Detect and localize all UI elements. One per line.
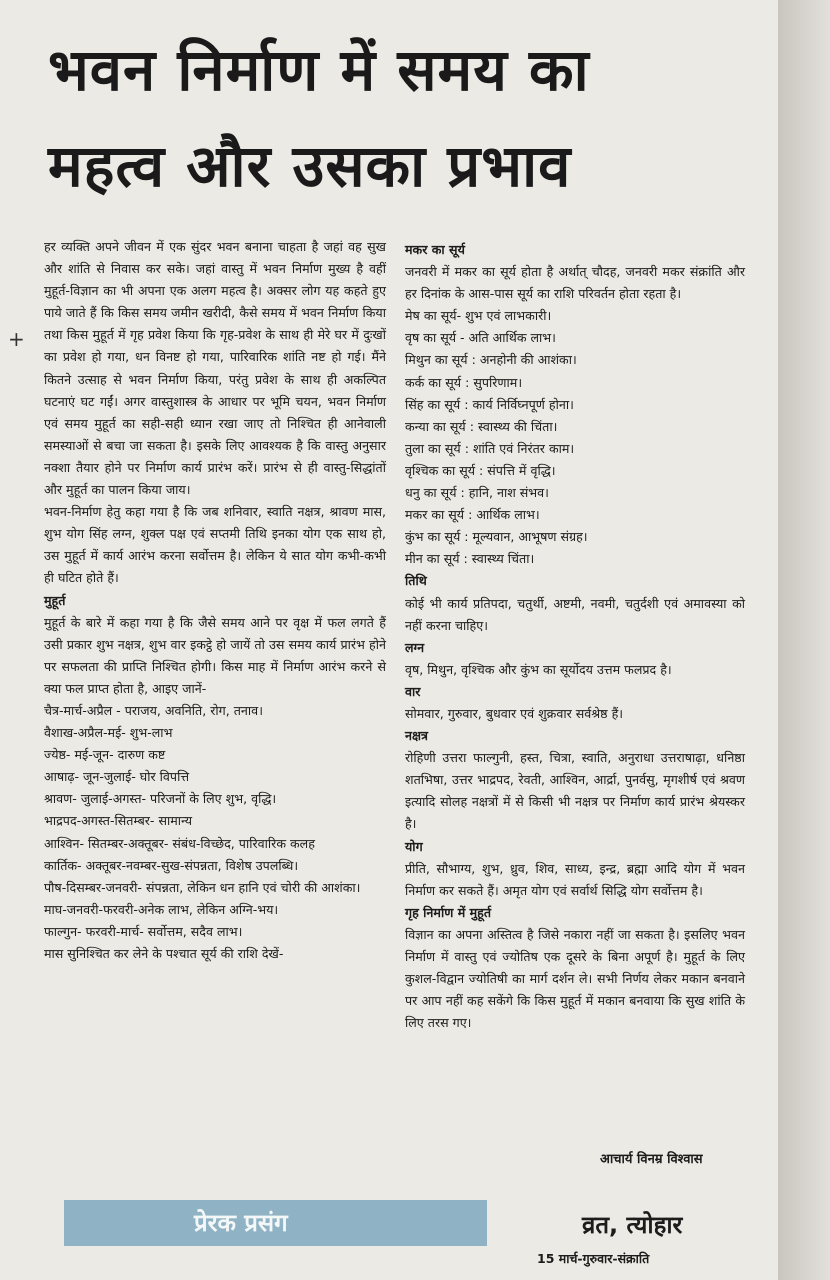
paragraph: प्रीति, सौभाग्य, शुभ, ध्रुव, शिव, साध्य, इन्द्र, ब्रह्मा आदि योग में भवन निर्माण कर सकते हैं। अमृत योग एवं सर्वार्थ सिद्धि योग सर्वोत्तम है। [405,860,745,898]
list-item: फाल्गुन- फरवरी-मार्च- सर्वोत्तम, सदैव लाभ। [44,923,243,939]
vrat-date-line: 15 मार्च-गुरुवार-संक्राति [537,1251,650,1266]
section-heading: योग [405,838,423,854]
list-item: चैत्र-मार्च-अप्रैल - पराजय, अवनिति, रोग, तनाव। [44,702,263,718]
list-item: तुला का सूर्य : शांति एवं निरंतर काम। [405,440,575,456]
list-item: धनु का सूर्य : हानि, नाश संभव। [405,485,549,501]
list-item: मकर का सूर्य : आर्थिक लाभ। [405,507,540,523]
headline-line-2: महत्व और उसका प्रभाव [48,132,572,200]
list-item: कुंभ का सूर्य : मूल्यवान, आभूषण संग्रह। [405,529,588,545]
section-heading: वार [405,683,421,699]
list-item: माघ-जनवरी-फरवरी-अनेक लाभ, लेकिन अग्नि-भय। [44,901,279,917]
paragraph: विज्ञान का अपना अस्तित्व है जिसे नकारा नहीं जा सकता है। इसलिए भवन निर्माण में वास्तु एवं ज्योतिष एक दूसरे के बिना अपूर्ण है। मुहूर्त के लिए कुशल-विद्वान ज्योतिषी का मार्ग दर्शन ले। सभी निर्णय लेकर मकान बनवाने पर आप नहीं कह सकेंगे कि किस मुहूर्त में मकान बनवाया कि सुख शांति के लिए तरस गए। [405,926,745,1031]
left-column [44,236,386,965]
list-item: कर्क का सूर्य : सुपरिणाम। [405,374,523,390]
paragraph: पौष-दिसम्बर-जनवरी- संपन्नता, लेकिन धन हानि एवं चोरी की आशंका। [44,879,361,895]
paragraph: वृष, मिथुन, वृश्चिक और कुंभ का सूर्योदय उत्तम फलप्रद है। [405,661,672,677]
article-headline [48,22,768,214]
author-byline: आचार्य विनम्र विश्वास [600,1152,703,1167]
list-item: मीन का सूर्य : स्वास्थ्य चिंता। [405,551,535,567]
paragraph: आश्विन- सितम्बर-अक्तूबर- संबंध-विच्छेद, पारिवारिक कलह [44,835,315,851]
paragraph: जनवरी में मकर का सूर्य होता है अर्थात् चौदह, जनवरी मकर संक्रांति और हर दिनांक के आस-पास सूर्य का राशि परिवर्तन होता रहता है। [405,264,745,302]
registration-mark: + [8,327,25,351]
section-heading: नक्षत्र [405,728,428,744]
list-item: वृष का सूर्य - अति आर्थिक लाभ। [405,330,556,346]
list-item: वृश्चिक का सूर्य : संपत्ति में वृद्धि। [405,462,556,478]
section-heading: मुहूर्त [44,592,66,608]
list-item: वैशाख-अप्रैल-मई- शुभ-लाभ [44,725,173,741]
list-item: आषाढ़- जून-जुलाई- घोर विपत्ति [44,769,190,785]
headline-line-1: भवन निर्माण में समय का [48,36,590,104]
paragraph: भवन-निर्माण हेतु कहा गया है कि जब शनिवार, स्वाति नक्षत्र, श्रावण मास, शुभ योग सिंह लग्न, शुक्ल पक्ष एवं सप्तमी तिथि इनका योग एक साथ हो, उस मुहूर्त में कार्य आरंभ करना सर्वोत्तम है। लेकिन ये सात योग कभी-कभी ही घटित होते हैं। [44,504,386,586]
list-item: ज्येष्ठ- मई-जून- दारुण कष्ट [44,747,166,763]
list-item: मिथुन का सूर्य : अनहोनी की आशंका। [405,352,577,368]
paragraph: हर व्यक्ति अपने जीवन में एक सुंदर भवन बनाना चाहता है जहां वह सुख और शांति से निवास कर सके। जहां वास्तु में भवन निर्माण मुख्य है वहीं मुहूर्त-विज्ञान का भी अपना एक अलग महत्व है। अक्सर लोग यह कहते हुए पाये जाते हैं कि किस समय जमीन खरीदी, कैसे समय में भवन निर्माण किया तथा किस मुहूर्त में गृह प्रवेश किया कि गृह-प्रवेश के साथ ही मेरे घर में दुःखों का प्रवेश हो गया, धन विनष्ट हो गया, पारिवारिक शांति नष्ट हो गई। मैंने कितने उत्साह से भवन निर्माण किया, परंतु प्रवेश के साथ ही अकल्पित घटनाएं घट गईं। अगर वास्तुशास्त्र के आधार पर भूमि चयन, भवन निर्माण एवं समय मुहूर्त का सही-सही ध्यान रखा जाए तो निश्चित ही आनेवाली समस्याओं से बचा जा सकता है। इसके लिए आवश्यक है कि वास्तु अनुसार नक्शा तैयार होने पर निर्माण कार्य प्रारंभ करें। प्रारंभ से ही वास्तु-सिद्धांतों और मुहूर्त का पालन किया जाय। [44,239,386,498]
paragraph: सोमवार, गुरुवार, बुधवार एवं शुक्रवार सर्वश्रेष्ठ हैं। [405,705,624,721]
paragraph: कोई भी कार्य प्रतिपदा, चतुर्थी, अष्टमी, नवमी, चतुर्दशी एवं अमावस्या को नहीं करना चाहिए। [405,595,745,633]
right-column [405,239,745,1034]
list-item: मेष का सूर्य- शुभ एवं लाभकारी। [405,308,552,324]
preraka-prasang-banner: प्रेरक प्रसंग [64,1200,487,1246]
list-item: मास सुनिश्चित कर लेने के पश्चात सूर्य की राशि देखें- [44,946,284,961]
section-heading: मकर का सूर्य [405,242,465,257]
list-item: श्रावण- जुलाई-अगस्त- परिजनों के लिए शुभ, वृद्धि। [44,791,277,807]
vrat-tyohar-heading: व्रत, त्योहार [582,1211,683,1239]
paragraph: कार्तिक- अक्तूबर-नवम्बर-सुख-संपन्नता, विशेष उपलब्धि। [44,857,299,873]
paragraph: मुहूर्त के बारे में कहा गया है कि जैसे समय आने पर वृक्ष में फल लगते हैं उसी प्रकार शुभ नक्षत्र, शुभ वार इकट्ठे हो जायें तो उस समय कार्य प्रारंभ होने पर सफलता की प्राप्ति निश्चित होगी। किस माह में निर्माण आरंभ करने से क्या फल प्राप्त होता है, आइए जानें- [44,614,386,696]
section-heading: तिथि [405,573,427,589]
paragraph: रोहिणी उत्तरा फाल्गुनी, हस्त, चित्रा, स्वाति, अनुराधा उत्तराषाढ़ा, धनिष्ठा शतभिषा, उत्तर भाद्रपद, रेवती, आश्विन, आर्द्रा, पुनर्वसु, मृगशीर्ष एवं श्रवण इत्यादि सोलह नक्षत्रों में से किसी भी नक्षत्र पर निर्माण कार्य प्रारंभ श्रेयस्कर है। [405,750,745,832]
list-item: सिंह का सूर्य : कार्य निर्विघ्नपूर्ण होना। [405,396,574,412]
section-heading: गृह निर्माण में मुहूर्त [405,904,492,920]
list-item: भाद्रपद-अगस्त-सितम्बर- सामान्य [44,813,193,829]
list-item: कन्या का सूर्य : स्वास्थ्य की चिंता। [405,418,558,434]
page-edge [778,0,830,1280]
section-heading: लग्न [405,639,425,655]
